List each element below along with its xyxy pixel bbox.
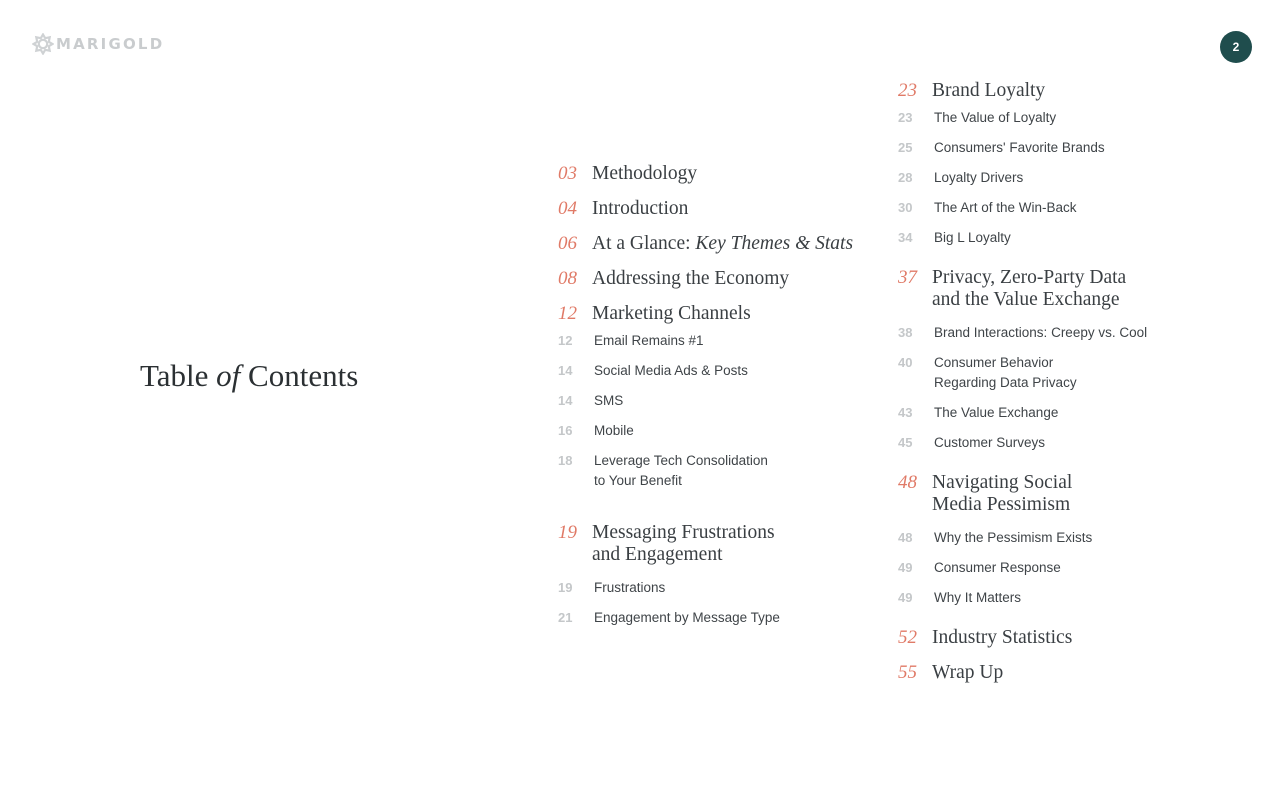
page-title: Table of Contents	[140, 358, 359, 393]
subsection-title: Loyalty Drivers	[934, 170, 1024, 185]
toc-subsection[interactable]	[898, 108, 1228, 128]
subsection-page-number: 40	[898, 355, 913, 370]
toc-subsection[interactable]	[558, 361, 888, 381]
section-title: Privacy, Zero-Party Data and the Value Exchange	[932, 267, 1127, 310]
toc-section[interactable]	[558, 265, 888, 290]
section-page-number: 55	[898, 662, 917, 683]
toc-subsection[interactable]	[558, 578, 888, 598]
logo-wordmark: MARIGOLD	[56, 35, 165, 53]
subsection-title: Customer Surveys	[934, 435, 1046, 450]
subsection-title: Social Media Ads & Posts	[594, 363, 748, 378]
subsection-title: Big L Loyalty	[934, 230, 1011, 245]
subsection-page-number: 28	[898, 170, 913, 185]
toc-subsection[interactable]	[898, 588, 1228, 608]
toc-section[interactable]	[898, 264, 1228, 453]
section-title: Brand Loyalty	[932, 80, 1046, 101]
subsection-page-number: 38	[898, 325, 913, 340]
subsection-title: Email Remains #1	[594, 333, 704, 348]
subsection-page-number: 16	[558, 423, 573, 438]
subsection-title: Leverage Tech Consolidation to Your Benefit	[594, 453, 768, 488]
section-title: Messaging Frustrations and Engagement	[592, 522, 775, 565]
subsection-title: The Art of the Win-Back	[934, 200, 1077, 215]
subsection-page-number: 34	[898, 230, 913, 245]
toc-section[interactable]	[898, 77, 1228, 248]
subsection-page-number: 48	[898, 530, 913, 545]
subsection-title: The Value Exchange	[934, 405, 1059, 420]
section-title: Industry Statistics	[932, 627, 1073, 648]
toc-subsection[interactable]	[898, 558, 1228, 578]
toc-subsection[interactable]	[898, 433, 1228, 453]
toc-subsection[interactable]	[558, 331, 888, 351]
section-page-number: 06	[558, 233, 577, 254]
subsection-page-number: 43	[898, 405, 913, 420]
toc-section[interactable]	[898, 624, 1228, 649]
subsection-title: Consumers' Favorite Brands	[934, 140, 1105, 155]
subsection-page-number: 19	[558, 580, 573, 595]
section-title: Navigating Social Media Pessimism	[932, 472, 1073, 515]
marigold-logo[interactable]	[32, 33, 164, 55]
toc-section[interactable]	[558, 195, 888, 220]
section-page-number: 19	[558, 522, 577, 543]
subsection-page-number: 12	[558, 333, 573, 348]
toc-subsection[interactable]	[558, 391, 888, 411]
subsection-page-number: 45	[898, 435, 913, 450]
subsection-title: Frustrations	[594, 580, 666, 595]
page-number-badge: 2	[1220, 31, 1252, 63]
toc-column-2	[898, 77, 1228, 694]
toc-section[interactable]	[558, 300, 888, 491]
toc-subsection[interactable]	[898, 168, 1228, 188]
toc-subsection[interactable]	[558, 451, 888, 491]
subsection-page-number: 14	[558, 363, 573, 378]
subsection-page-number: 25	[898, 140, 913, 155]
subsection-title: SMS	[594, 393, 624, 408]
toc-section[interactable]	[558, 519, 888, 628]
subsection-title: Engagement by Message Type	[594, 610, 780, 625]
section-page-number: 12	[558, 303, 577, 324]
toc-subsection[interactable]	[898, 323, 1228, 343]
section-page-number: 23	[898, 80, 917, 101]
section-page-number: 04	[558, 198, 577, 219]
subsection-title: Consumer Behavior Regarding Data Privacy	[934, 355, 1077, 390]
toc-column-1	[558, 160, 888, 638]
subsection-title: Mobile	[594, 423, 634, 438]
subsection-page-number: 14	[558, 393, 573, 408]
toc-subsection[interactable]	[898, 403, 1228, 423]
marigold-flower-icon	[32, 33, 54, 55]
section-title: Wrap Up	[932, 662, 1004, 683]
toc-section[interactable]	[898, 469, 1228, 608]
subsection-title: Why It Matters	[934, 590, 1022, 605]
toc-subsection[interactable]	[558, 608, 888, 628]
section-title: Addressing the Economy	[592, 268, 790, 289]
subsection-title: Why the Pessimism Exists	[934, 530, 1093, 545]
toc-section[interactable]	[558, 160, 888, 185]
subsection-page-number: 30	[898, 200, 913, 215]
subsection-title: Consumer Response	[934, 560, 1061, 575]
section-page-number: 37	[898, 267, 917, 288]
section-title: Methodology	[592, 163, 698, 184]
section-title: At a Glance: Key Themes & Stats	[592, 233, 854, 254]
section-page-number: 03	[558, 163, 577, 184]
toc-subsection[interactable]	[898, 528, 1228, 548]
toc-subsection[interactable]	[558, 421, 888, 441]
toc-subsection[interactable]	[898, 228, 1228, 248]
subsection-page-number: 49	[898, 560, 913, 575]
section-page-number: 52	[898, 627, 917, 648]
toc-section[interactable]	[898, 659, 1228, 684]
section-title: Marketing Channels	[592, 303, 751, 324]
subsection-title: Brand Interactions: Creepy vs. Cool	[934, 325, 1148, 340]
toc-subsection[interactable]	[898, 138, 1228, 158]
toc-section[interactable]	[558, 230, 888, 255]
section-title: Introduction	[592, 198, 689, 219]
subsection-page-number: 23	[898, 110, 913, 125]
toc-subsection[interactable]	[898, 353, 1228, 393]
toc-subsection[interactable]	[898, 198, 1228, 218]
subsection-title: The Value of Loyalty	[934, 110, 1057, 125]
subsection-page-number: 49	[898, 590, 913, 605]
section-page-number: 08	[558, 268, 577, 289]
subsection-page-number: 21	[558, 610, 573, 625]
subsection-page-number: 18	[558, 453, 573, 468]
section-page-number: 48	[898, 472, 917, 493]
